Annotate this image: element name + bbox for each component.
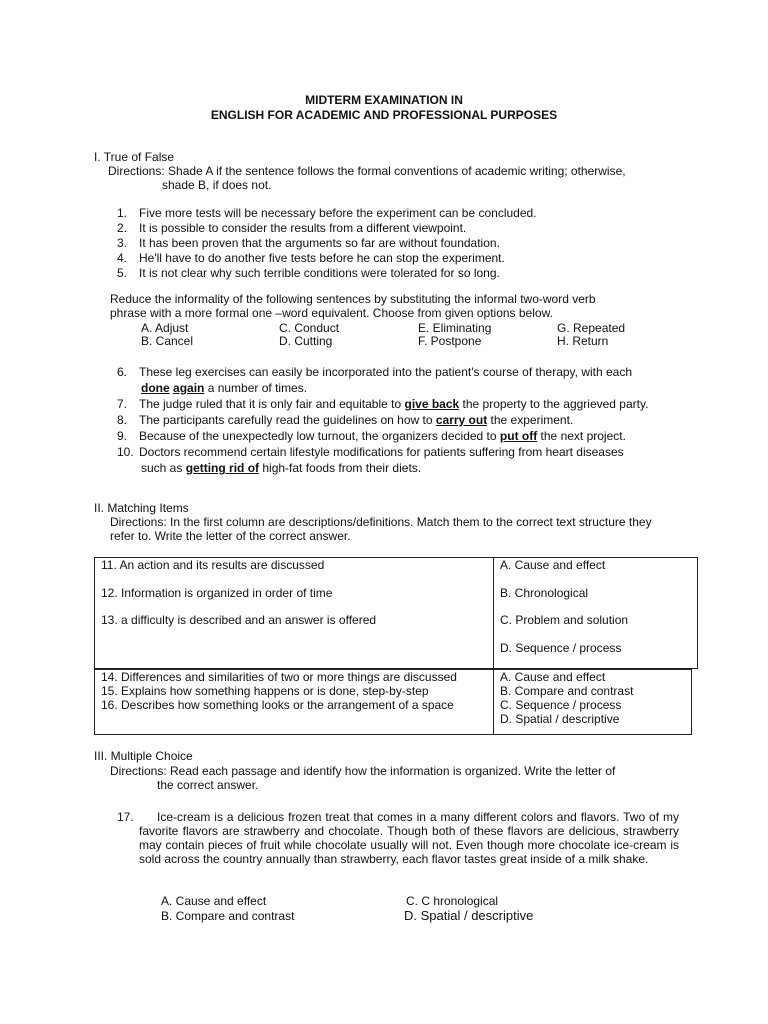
item-number: 1. xyxy=(117,206,128,220)
choice-d: D. Spatial / descriptive xyxy=(404,908,534,923)
part1-directions-cont: shade B, if does not. xyxy=(162,178,272,192)
reduce-instructions-cont: phrase with a more formal one –word equivalent. Choose from given options below. xyxy=(110,306,553,320)
part2-directions-cont: refer to. Write the letter of the correct answer. xyxy=(110,529,351,543)
answer-option: A. Cause and effect xyxy=(500,670,606,684)
part3-heading: III. Multiple Choice xyxy=(94,749,193,763)
answer-option: A. Cause and effect xyxy=(500,558,606,572)
item-number: 7. xyxy=(117,397,128,411)
text-segment: The participants carefully read the guidelines on how to xyxy=(139,413,436,427)
option: D. Cutting xyxy=(279,334,333,348)
text-segment: The judge ruled that it is only fair and equitable to xyxy=(139,397,405,411)
passage-17: Ice-cream is a delicious frozen treat that comes in a many different colors and flavors. Two of my favorite flavors are strawberry and chocolate. Though both of these flavors are delicious, strawberry may contain pieces of fruit while chocolate usually will not. Even though more chocolate ice-cream is sold across the country annually than strawberry, each flavor tastes great inside of a milk shake. xyxy=(139,810,679,866)
underlined-phrase: getting rid of xyxy=(185,461,260,475)
matching-table-2 xyxy=(94,669,692,735)
part3-directions: Directions: Read each passage and identify how the information is organized. Write the letter of xyxy=(110,764,616,778)
option: B. Cancel xyxy=(141,334,194,348)
item-text: It is not clear why such terrible conditions were tolerated for so long. xyxy=(139,266,500,280)
answer-option: C. Sequence / process xyxy=(500,698,622,712)
item-text: Doctors recommend certain lifestyle modifications for patients suffering from heart diseases xyxy=(139,445,624,459)
item-text: These leg exercises can easily be incorporated into the patient's course of therapy, with each xyxy=(139,365,633,379)
answer-option: D. Spatial / descriptive xyxy=(500,712,620,726)
option: E. Eliminating xyxy=(418,321,492,335)
description: 11. An action and its results are discussed xyxy=(101,558,325,572)
option: F. Postpone xyxy=(418,334,482,348)
matching-table-1 xyxy=(94,557,698,669)
item-number: 9. xyxy=(117,429,128,443)
descriptions-column xyxy=(95,670,494,735)
item-number: 6. xyxy=(117,365,128,379)
item-text-cont xyxy=(141,461,421,476)
item-text xyxy=(139,413,573,428)
text-segment: such as xyxy=(141,461,186,475)
answer-option: C. Problem and solution xyxy=(500,613,629,627)
item-number: 2. xyxy=(117,221,128,235)
description: 15. Explains how something happens or is done, step-by-step xyxy=(101,684,429,698)
descriptions-column xyxy=(95,558,494,669)
part1-heading: I. True of False xyxy=(94,150,175,164)
answers-column xyxy=(494,558,698,669)
text-segment: Because of the unexpectedly low turnout, the organizers decided to xyxy=(139,429,500,443)
description: 12. Information is organized in order of time xyxy=(101,585,333,600)
item-text: He'll have to do another five tests before he can stop the experiment. xyxy=(139,251,505,265)
answer-option: B. Chronological xyxy=(500,585,589,600)
item-text xyxy=(139,397,648,412)
option: H. Return xyxy=(557,334,609,348)
option: A. Adjust xyxy=(141,321,189,335)
exam-title-line2: ENGLISH FOR ACADEMIC AND PROFESSIONAL PURPOSES xyxy=(210,108,558,122)
item-text: It is possible to consider the results from a different viewpoint. xyxy=(139,221,467,235)
description xyxy=(101,641,487,669)
answers-column xyxy=(494,670,692,735)
answer-option: D. Sequence / process xyxy=(500,640,622,655)
item-number: 10. xyxy=(117,445,134,459)
part3-directions-cont: the correct answer. xyxy=(157,778,259,792)
text-segment: a number of times. xyxy=(204,381,308,395)
underlined-phrase: again xyxy=(173,381,205,395)
text-segment: the property to the aggrieved party. xyxy=(459,397,649,411)
reduce-instructions: Reduce the informality of the following sentences by substituting the informal two-word verb xyxy=(110,292,596,306)
underlined-phrase: put off xyxy=(499,429,538,443)
text-segment: the experiment. xyxy=(487,413,574,427)
item-number: 5. xyxy=(117,266,128,280)
option: G. Repeated xyxy=(557,321,626,335)
part2-directions: Directions: In the first column are descriptions/definitions. Match them to the correct text structure they xyxy=(110,515,652,529)
item-number: 8. xyxy=(117,413,128,427)
item-number: 4. xyxy=(117,251,128,265)
item-number: 17. xyxy=(117,810,134,824)
underlined-phrase: give back xyxy=(404,397,460,411)
item-text: Five more tests will be necessary before the experiment can be concluded. xyxy=(139,206,537,220)
item-text: It has been proven that the arguments so far are without foundation. xyxy=(139,236,500,250)
choice-c: C. C hronological xyxy=(406,894,499,908)
underlined-phrase: carry out xyxy=(435,413,488,427)
choice-b: B. Compare and contrast xyxy=(161,909,295,923)
item-text-cont xyxy=(141,381,307,396)
item-text xyxy=(139,429,626,444)
answer-option: B. Compare and contrast xyxy=(500,684,634,698)
item-number: 3. xyxy=(117,236,128,250)
choice-a: A. Cause and effect xyxy=(161,894,267,908)
option: C. Conduct xyxy=(279,321,340,335)
text-segment: high-fat foods from their diets. xyxy=(259,461,422,475)
underlined-phrase: done xyxy=(141,381,170,395)
exam-title-line1: MIDTERM EXAMINATION IN xyxy=(305,93,463,107)
description: 14. Differences and similarities of two or more things are discussed xyxy=(101,670,457,684)
part2-heading: II. Matching Items xyxy=(94,501,189,515)
text-segment: the next project. xyxy=(537,429,626,443)
part1-directions: Directions: Shade A if the sentence follows the formal conventions of academic writing; otherwise, xyxy=(108,164,626,178)
description: 16. Describes how something looks or the arrangement of a space xyxy=(101,698,454,712)
description: 13. a difficulty is described and an answer is offered xyxy=(101,613,377,627)
